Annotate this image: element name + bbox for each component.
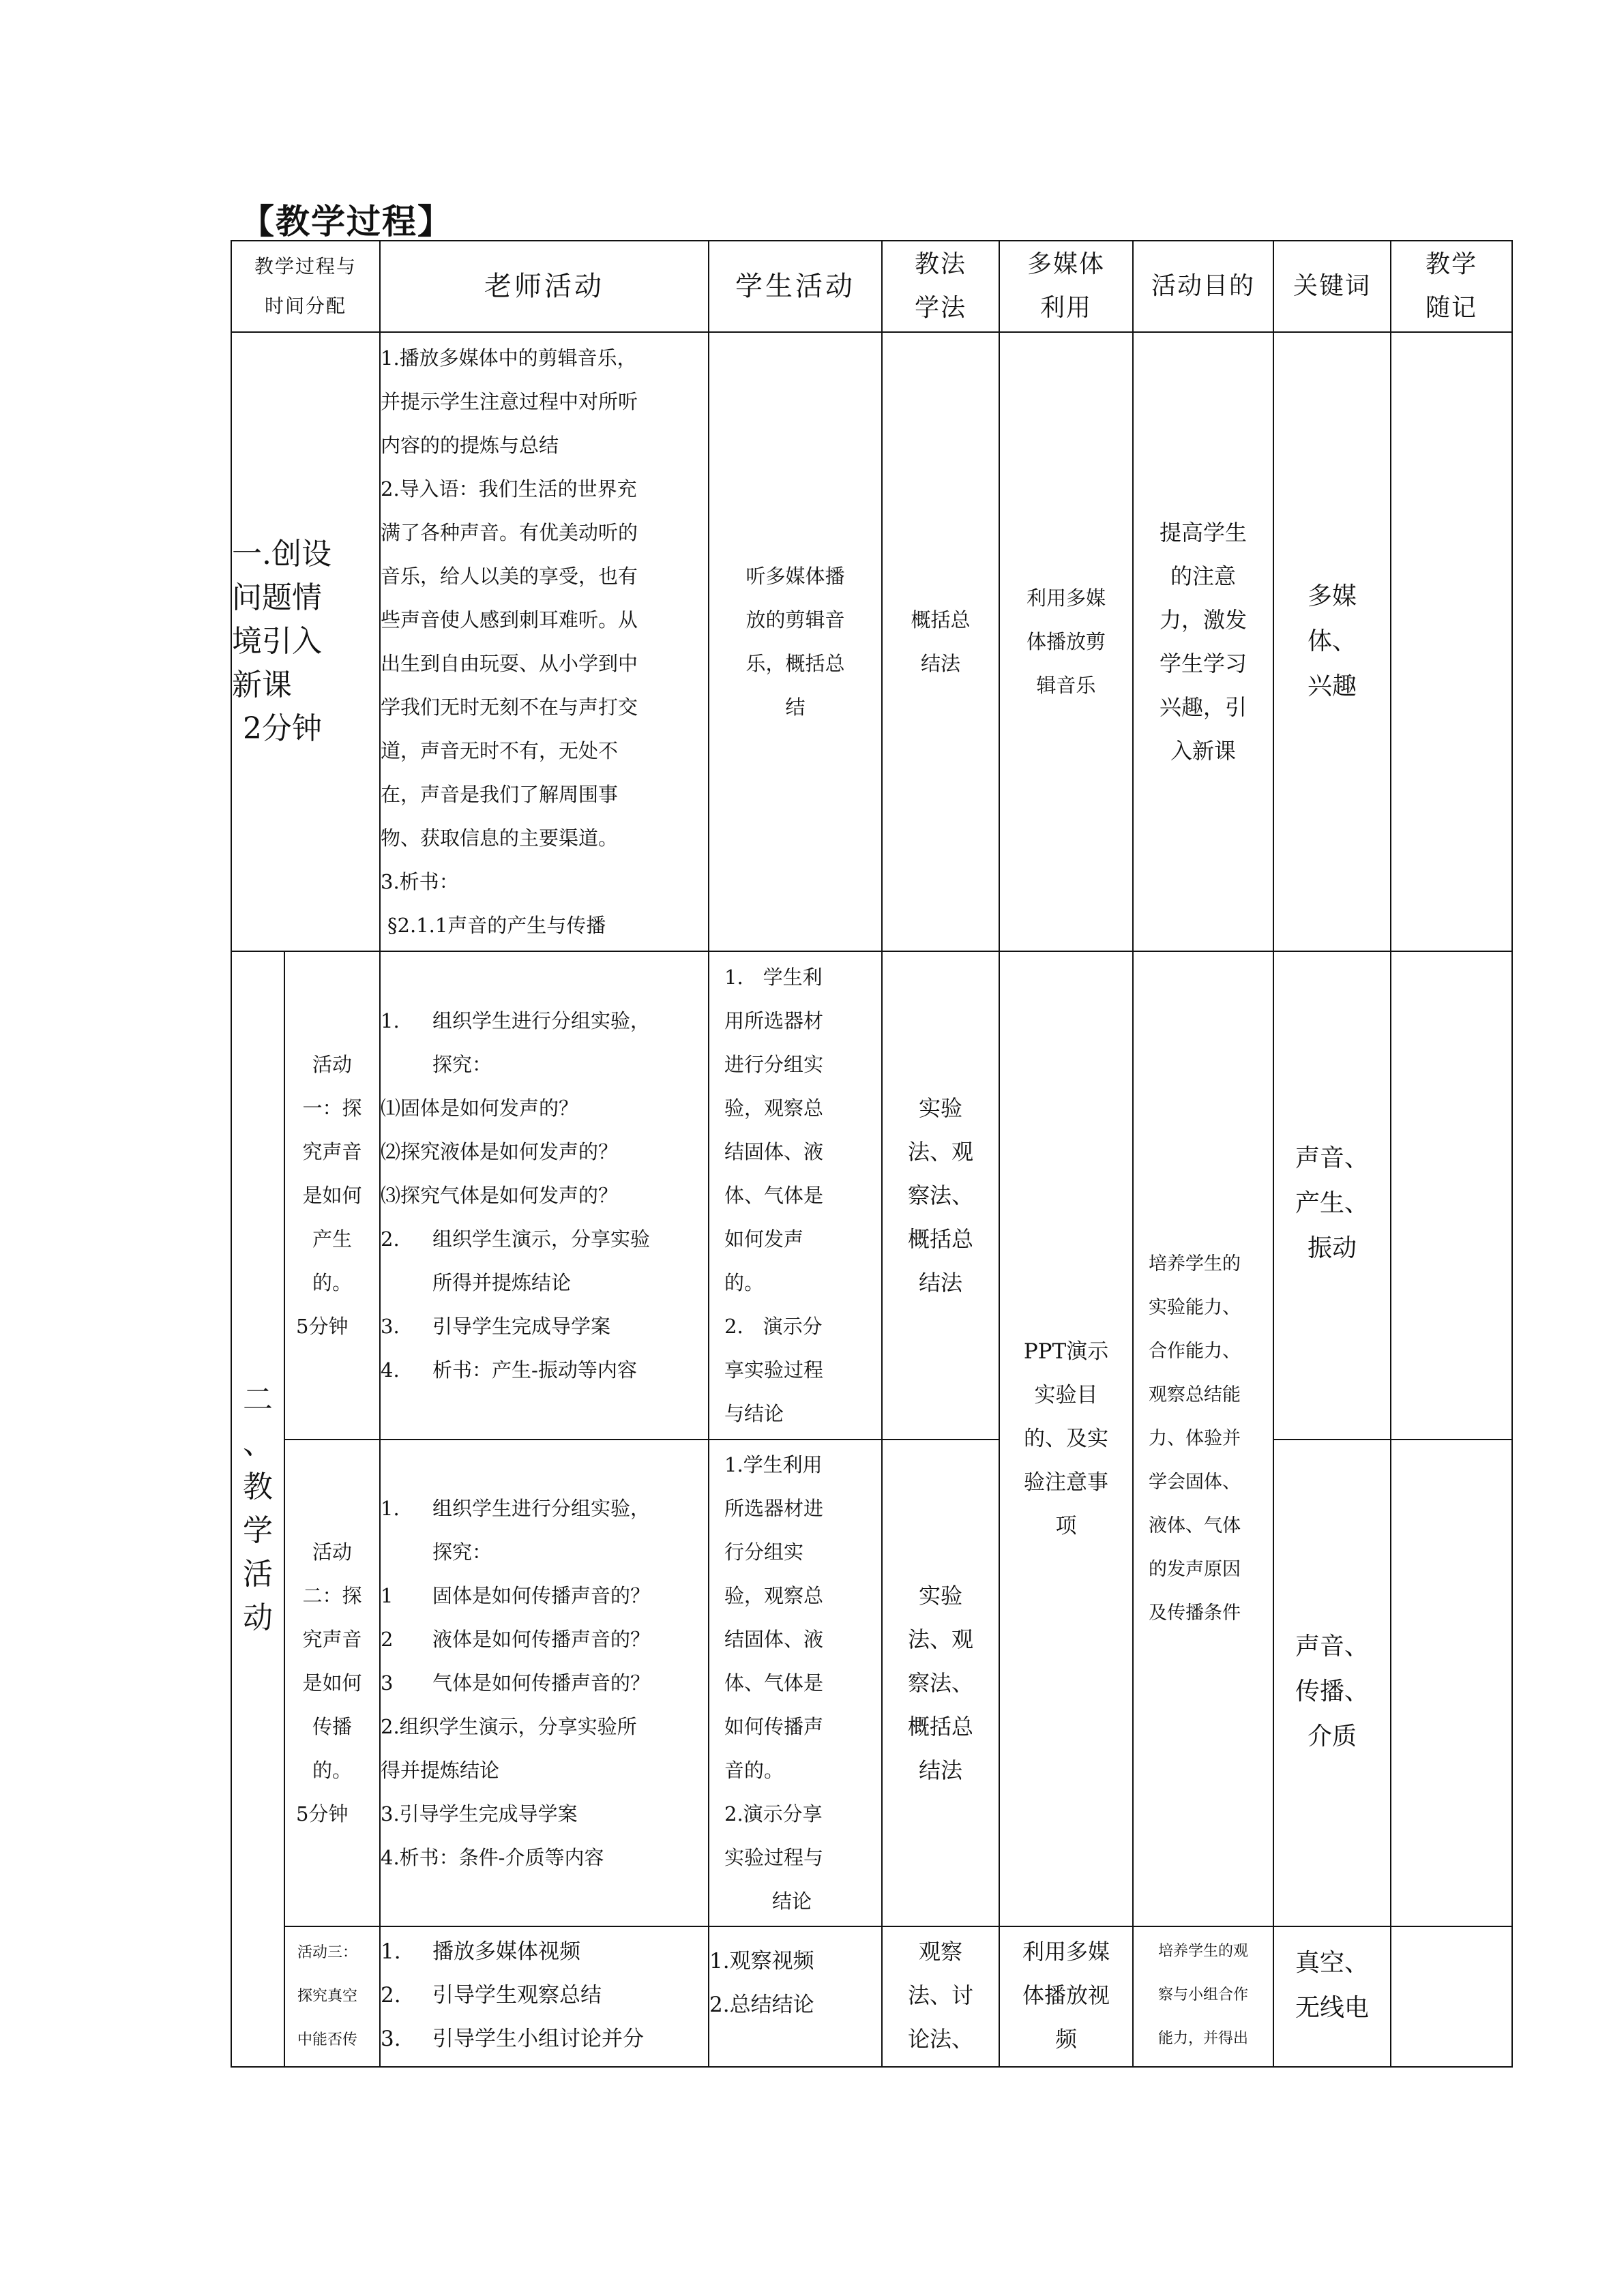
stage1-teacher-line: 并提示学生注意过程中对所听 — [381, 390, 638, 413]
header-row — [231, 241, 1512, 332]
header-student: 学生活动 — [709, 241, 882, 332]
activity2-student-line: 结固体、液 — [724, 1628, 824, 1651]
activity1-teacher-item-text: 所得并提炼结论 — [432, 1271, 572, 1294]
activity1-teacher-item — [381, 1174, 708, 1217]
activity2-teacher-item-number: 1 — [381, 1584, 394, 1607]
activity3-keyword-line: 真空、 — [1295, 1949, 1370, 1977]
stage1-title-line: 问题情 — [232, 580, 322, 615]
activity3-teacher-item-text: 引导学生观察总结 — [432, 1983, 602, 2008]
activity1-teacher-item — [381, 999, 708, 1043]
activity3-teacher-list — [381, 1930, 708, 2061]
shared-goal-line: 的发声原因 — [1149, 1559, 1241, 1580]
activity2-student-line: 验，观察总 — [724, 1584, 824, 1607]
activity2-label — [284, 1440, 380, 1926]
activity2-teacher-item — [381, 1836, 708, 1879]
activity3-notes — [1391, 1926, 1512, 2067]
activity3-goal-line: 培养学生的观 — [1158, 1943, 1249, 1960]
activity2-notes — [1391, 1440, 1512, 1926]
activity2-label-line: 究声音 — [302, 1628, 362, 1651]
header-notes-line: 教学 — [1426, 250, 1478, 278]
header-teacher: 老师活动 — [380, 241, 709, 332]
shared-goal-line: 及传播条件 — [1149, 1602, 1241, 1624]
shared-media-line: 实验目 — [1034, 1383, 1098, 1407]
activity2-teacher-item-text: 3.引导学生完成导学案 — [381, 1802, 578, 1825]
activity3-teacher-item — [381, 1930, 708, 1973]
activity3-student — [709, 1926, 882, 2067]
activity2-teacher-item-number: 3 — [381, 1671, 394, 1695]
header-media-line: 利用 — [1040, 294, 1093, 322]
activity2-method — [882, 1440, 999, 1926]
stage2-title-char: 动 — [243, 1600, 273, 1635]
shared-goal-line: 学会固体、 — [1149, 1472, 1241, 1493]
activity1-student-line: 体、气体是 — [724, 1184, 824, 1207]
stage1-teacher — [380, 332, 709, 951]
header-notes-line: 随记 — [1426, 294, 1478, 322]
activity2-row — [231, 1440, 1512, 1926]
activity1-student-line: 验，观察总 — [724, 1097, 824, 1120]
header-goal: 活动目的 — [1133, 241, 1273, 332]
activity1-teacher-item-number: 4. — [381, 1358, 400, 1382]
header-media-line: 多媒体 — [1027, 250, 1106, 278]
activity2-method-line: 实验 — [919, 1583, 963, 1609]
activity1-method — [882, 951, 999, 1440]
activity3-teacher — [380, 1926, 709, 2067]
activity1-teacher-list — [381, 999, 708, 1392]
header-method-line: 学法 — [915, 294, 967, 322]
shared-goal-line: 培养学生的 — [1149, 1253, 1241, 1274]
activity3-teacher-item-text: 引导学生小组讨论并分 — [432, 2027, 645, 2051]
activity3-goal-line: 察与小组合作 — [1158, 1986, 1249, 2003]
activity2-method-line: 概括总 — [908, 1714, 974, 1740]
stage1-student-line: 乐，概括总 — [745, 652, 845, 675]
stage2-title-char: 教 — [243, 1470, 273, 1504]
stage1-media-line: 利用多媒 — [1027, 586, 1106, 610]
activity2-label-line: 二：探 — [302, 1584, 362, 1607]
activity1-row — [231, 951, 1512, 1440]
activity1-student-line: 进行分组实 — [724, 1053, 824, 1076]
activity2-keyword-line: 声音、 — [1295, 1632, 1370, 1660]
header-method-line: 教法 — [915, 250, 967, 278]
activity2-teacher-item — [381, 1661, 708, 1705]
activity1-keyword-line: 声音、 — [1295, 1144, 1370, 1172]
activity3-teacher-item-number: 2. — [381, 1983, 401, 2008]
activity3-label — [284, 1926, 380, 2067]
stage2-title — [231, 951, 284, 2067]
shared-goal-line: 观察总结能 — [1149, 1384, 1241, 1405]
activity1-notes — [1391, 951, 1512, 1440]
activity1-keyword-line: 振动 — [1308, 1234, 1357, 1262]
stage1-title-line: 2分钟 — [243, 711, 322, 746]
activity1-student-line: 用所选器材 — [724, 1009, 824, 1032]
stage1-teacher-line: 满了各种声音。有优美动听的 — [381, 521, 638, 544]
stage1-teacher-line: 出生到自由玩耍、从小学到中 — [381, 652, 638, 675]
activity1-teacher-item-text: 组织学生演示，分享实验 — [432, 1227, 651, 1251]
activity1-student — [709, 951, 882, 1440]
activity2-teacher-item — [381, 1487, 708, 1530]
shared-media-line: PPT演示 — [1023, 1339, 1109, 1364]
stage1-media-line: 体播放剪 — [1027, 630, 1106, 653]
activity3-media-line: 体播放视 — [1022, 1982, 1110, 2008]
activity1-teacher-item — [381, 1348, 708, 1392]
activity3-teacher-item-number: 3. — [381, 2027, 401, 2051]
header-process-line: 时间分配 — [265, 295, 347, 317]
activity3-method-line: 观察 — [919, 1939, 963, 1965]
stage1-title-line: 境引入 — [232, 624, 322, 659]
activity1-label — [284, 951, 380, 1440]
activity3-media — [999, 1926, 1133, 2067]
activity2-teacher-item — [381, 1530, 708, 1574]
shared-goal-line: 实验能力、 — [1149, 1297, 1241, 1318]
activity1-label-line: 产生 — [312, 1227, 353, 1251]
stage1-title-line: 新课 — [232, 668, 292, 702]
activity2-teacher-item-number — [381, 1530, 432, 1574]
activity1-teacher-item-text: 探究： — [432, 1053, 492, 1076]
activity2-student-line: 音的。 — [724, 1759, 784, 1782]
stage1-media-line: 辑音乐 — [1036, 674, 1096, 697]
stage1-goal-line: 提高学生 — [1160, 520, 1247, 546]
activity1-student-line: 1. 学生利 — [724, 966, 823, 989]
header-process-line: 教学过程与 — [254, 255, 357, 278]
shared-media-line: 验注意事 — [1024, 1470, 1109, 1495]
activity2-keyword-line: 介质 — [1308, 1723, 1357, 1750]
activity2-teacher-item — [381, 1792, 708, 1836]
activity2-student-line: 1.学生利用 — [724, 1453, 823, 1476]
activity3-keywords — [1273, 1926, 1391, 2067]
activity2-method-line: 结法 — [919, 1757, 963, 1783]
stage1-method-line: 结法 — [921, 652, 961, 675]
activity1-label-line: 的。 — [312, 1271, 353, 1294]
activity2-label-line: 传播 — [312, 1715, 353, 1738]
activity1-method-line: 结法 — [919, 1270, 963, 1296]
activity1-method-line: 概括总 — [908, 1226, 974, 1252]
activity1-teacher-item-text: ⑵探究液体是如何发声的？ — [381, 1140, 619, 1163]
activity1-teacher-item — [381, 1261, 708, 1304]
activity2-teacher-item-text: 固体是如何传播声音的？ — [432, 1584, 651, 1607]
activity3-method-line: 论法、 — [908, 2026, 974, 2052]
activity3-goal — [1133, 1926, 1273, 2067]
activity3-label-line: 中能否传 — [297, 2031, 358, 2048]
activity3-teacher-item — [381, 1973, 708, 2017]
activity1-teacher-item — [381, 1304, 708, 1348]
activity3-media-line: 频 — [1055, 2026, 1078, 2052]
stage1-title — [231, 332, 380, 951]
activity3-teacher-item-number: 1. — [381, 1939, 401, 1964]
stage2-title-char: 活 — [243, 1557, 273, 1592]
activity1-student-line: 享实验过程 — [724, 1358, 824, 1382]
stage1-keyword-line: 多媒 — [1308, 582, 1357, 610]
activity2-label-line: 是如何 — [302, 1671, 362, 1695]
activity1-teacher-item-number: 2. — [381, 1227, 400, 1251]
stage1-student-line: 放的剪辑音 — [745, 608, 845, 631]
activity2-teacher-item — [381, 1748, 708, 1792]
activity2-teacher-list — [381, 1487, 708, 1879]
shared-goal-line: 液体、气体 — [1149, 1515, 1241, 1536]
activity2-teacher-item-text: 液体是如何传播声音的？ — [432, 1628, 651, 1651]
activity3-method-line: 法、讨 — [908, 1982, 974, 2008]
stage1-goal-line: 入新课 — [1170, 738, 1237, 764]
activity2-teacher-item-text: 得并提炼结论 — [381, 1759, 500, 1782]
stage1-method-line: 概括总 — [911, 608, 971, 631]
header-method — [882, 241, 999, 332]
activity3-row — [231, 1926, 1512, 2067]
stage1-method — [882, 332, 999, 951]
activity2-student-line: 2.演示分享 — [724, 1802, 823, 1825]
activity1-teacher-item-number: 1. — [381, 1009, 400, 1032]
stage1-student — [709, 332, 882, 951]
shared-media-line: 的、及实 — [1024, 1427, 1109, 1451]
activity1-label-line: 活动 — [312, 1053, 353, 1076]
stage1-goal-line: 的注意 — [1170, 563, 1237, 589]
activity2-teacher-item-text: 4.析书：条件-介质等内容 — [381, 1846, 604, 1869]
activity2-label-line: 的。 — [312, 1759, 353, 1782]
stage1-teacher-line: 2.导入语：我们生活的世界充 — [381, 477, 637, 501]
stage1-goal-line: 力，激发 — [1160, 607, 1247, 633]
stage1-teacher-line: §2.1.1声音的产生与传播 — [387, 914, 606, 937]
stage1-teacher-line: 在，声音是我们了解周围事 — [381, 783, 619, 806]
stage1-student-line: 听多媒体播 — [745, 565, 845, 588]
activity2-teacher-item-text: 2.组织学生演示，分享实验所 — [381, 1715, 637, 1738]
activity2-teacher-item-text: 组织学生进行分组实验， — [432, 1497, 651, 1520]
activity2-teacher-item-number: 2 — [381, 1628, 394, 1651]
activity1-method-line: 察法、 — [908, 1182, 974, 1208]
activity2-label-line: 活动 — [312, 1540, 353, 1564]
activity2-student — [709, 1440, 882, 1926]
activity1-keyword-line: 产生、 — [1295, 1189, 1370, 1217]
shared-goal-line: 力、体验并 — [1149, 1428, 1241, 1449]
stage1-teacher-line: 道，声音无时不有，无处不 — [381, 739, 619, 762]
activity2-teacher-item — [381, 1705, 708, 1748]
stage1-teacher-line: 1.播放多媒体中的剪辑音乐， — [381, 346, 637, 370]
lesson-process-table — [231, 240, 1513, 2068]
shared-goal — [1133, 951, 1273, 1926]
activity1-teacher-item-text: 组织学生进行分组实验， — [432, 1009, 651, 1032]
header-media — [999, 241, 1133, 332]
stage1-keywords — [1273, 332, 1391, 951]
stage2-title-char: 二 — [243, 1382, 273, 1417]
activity1-label-line: 一：探 — [302, 1097, 362, 1120]
activity2-method-line: 法、观 — [908, 1626, 974, 1652]
activity2-student-line: 所选器材进 — [724, 1497, 824, 1520]
activity3-student-line: 2.总结结论 — [709, 1993, 814, 2017]
stage1-row — [231, 332, 1512, 951]
shared-media-line: 项 — [1055, 1514, 1077, 1538]
header-notes — [1391, 241, 1512, 332]
activity1-student-line: 的。 — [724, 1271, 765, 1294]
activity2-student-line: 如何传播声 — [724, 1715, 824, 1738]
activity3-method — [882, 1926, 999, 2067]
activity1-label-line: 是如何 — [302, 1184, 362, 1207]
activity1-teacher-item-number — [381, 1261, 432, 1304]
section-title: 【教学过程】 — [240, 202, 453, 241]
stage1-media — [999, 332, 1133, 951]
activity1-teacher-item-number — [381, 1043, 432, 1086]
stage1-goal — [1133, 332, 1273, 951]
activity2-teacher-item-number: 1. — [381, 1497, 400, 1520]
stage1-teacher-line: 音乐，给人以美的享受，也有 — [381, 565, 638, 588]
activity2-student-line: 实验过程与 — [724, 1846, 824, 1869]
activity1-keywords — [1273, 951, 1391, 1440]
activity1-teacher-item — [381, 1130, 708, 1174]
activity1-label-line: 究声音 — [302, 1140, 362, 1163]
activity2-teacher-item-text: 气体是如何传播声音的？ — [432, 1671, 651, 1695]
activity1-teacher-item-text: ⑴固体是如何发声的？ — [381, 1097, 579, 1120]
activity1-teacher — [380, 951, 709, 1440]
activity2-student-line: 结论 — [772, 1890, 812, 1913]
stage1-teacher-line: 物、获取信息的主要渠道。 — [381, 826, 619, 850]
activity2-keyword-line: 传播、 — [1295, 1678, 1370, 1705]
stage1-student-line: 结 — [785, 696, 806, 719]
activity1-teacher-item-number: 3. — [381, 1315, 400, 1338]
stage1-teacher-line: 学我们无时无刻不在与声打交 — [381, 696, 638, 719]
header-process — [231, 241, 380, 332]
activity1-teacher-item-text: ⑶探究气体是如何发声的？ — [381, 1184, 619, 1207]
activity3-goal-line: 能力，并得出 — [1158, 2030, 1249, 2047]
stage1-teacher-line: 内容的的提炼与总结 — [381, 434, 559, 457]
activity1-teacher-item-text: 析书：产生-振动等内容 — [432, 1358, 637, 1382]
activity1-method-line: 实验 — [919, 1095, 963, 1121]
activity3-teacher-item-text: 播放多媒体视频 — [432, 1939, 581, 1964]
activity1-teacher-item — [381, 1043, 708, 1086]
activity3-teacher-item — [381, 2017, 708, 2061]
activity2-teacher-item-text: 探究： — [432, 1540, 492, 1564]
activity2-label-line: 5分钟 — [296, 1802, 349, 1825]
activity1-teacher-item-text: 引导学生完成导学案 — [432, 1315, 611, 1338]
stage1-goal-line: 兴趣，引 — [1160, 694, 1247, 720]
stage2-title-char: 、 — [243, 1426, 273, 1461]
activity3-student-line: 1.观察视频 — [709, 1949, 814, 1973]
activity1-label-line: 5分钟 — [296, 1315, 349, 1338]
activity1-student-line: 与结论 — [724, 1402, 784, 1425]
activity2-teacher-item — [381, 1574, 708, 1617]
activity1-student-line: 结固体、液 — [724, 1140, 824, 1163]
stage1-title-line: 一.创设 — [232, 537, 331, 571]
shared-media — [999, 951, 1133, 1926]
activity3-label-line: 活动三： — [297, 1944, 358, 1961]
activity2-method-line: 察法、 — [908, 1670, 974, 1696]
shared-goal-line: 合作能力、 — [1149, 1341, 1241, 1362]
activity2-keywords — [1273, 1440, 1391, 1926]
stage1-keyword-line: 兴趣 — [1308, 672, 1357, 700]
activity2-teacher — [380, 1440, 709, 1926]
stage1-teacher-line: 3.析书： — [381, 870, 459, 893]
activity1-student-line: 2. 演示分 — [724, 1315, 823, 1338]
activity2-student-line: 体、气体是 — [724, 1671, 824, 1695]
activity3-label-line: 探究真空 — [297, 1988, 358, 2005]
stage1-goal-line: 学生学习 — [1160, 651, 1247, 676]
activity1-method-line: 法、观 — [908, 1139, 974, 1165]
activity3-media-line: 利用多媒 — [1022, 1939, 1110, 1965]
activity1-student-line: 如何发声 — [724, 1227, 804, 1251]
stage2-title-char: 学 — [243, 1513, 273, 1548]
stage1-teacher-line: 些声音使人感到刺耳难听。从 — [381, 608, 638, 631]
stage1-keyword-line: 体、 — [1308, 627, 1357, 655]
activity2-student-line: 行分组实 — [724, 1540, 804, 1564]
stage1-notes — [1391, 332, 1512, 951]
activity1-teacher-item — [381, 1217, 708, 1261]
activity2-teacher-item — [381, 1617, 708, 1661]
activity1-teacher-item — [381, 1086, 708, 1130]
header-keywords: 关键词 — [1273, 241, 1391, 332]
activity3-keyword-line: 无线电 — [1295, 1994, 1370, 2022]
